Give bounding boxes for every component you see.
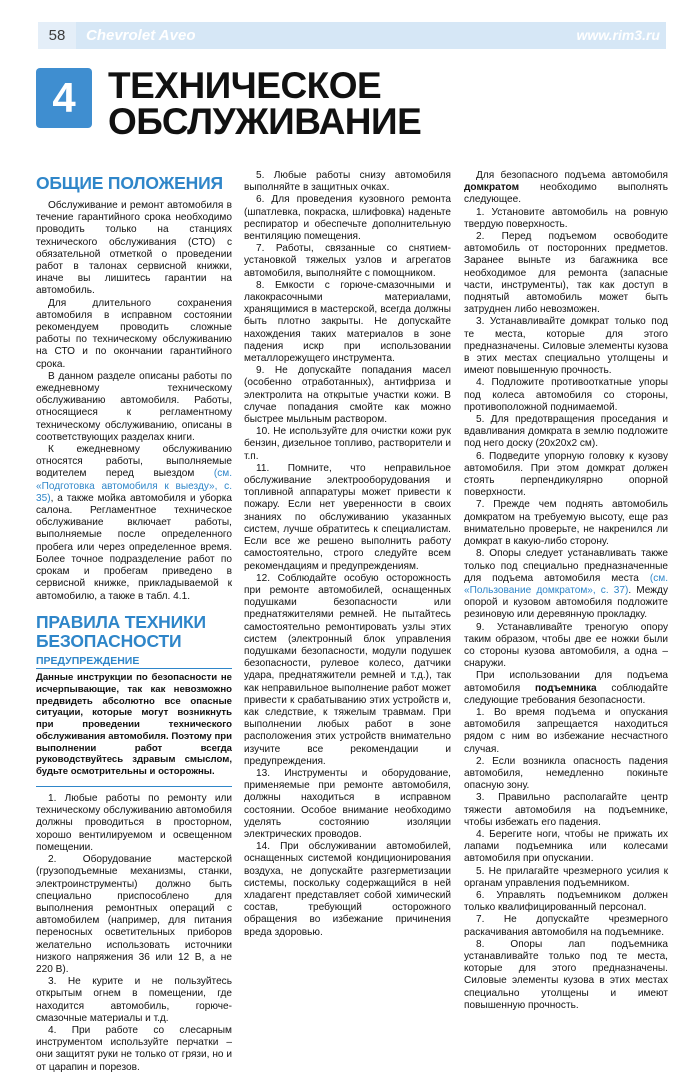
lift-step-2: 2. Если возникла опасность падения автомобиля, немедленно покиньте опасную зону. (464, 755, 668, 792)
lift-step-1: 1. Во время подъема и опускания автомобиля запрещается находиться рядом с ним во избежание несчастного случая. (464, 706, 668, 755)
lift-intro-text: При использовании для подъема автомобиля (464, 670, 668, 694)
jack-step-8-text-cont: . Между опорой и кузовом автомобиля подложите резиновую или деревянную прокладку. (464, 584, 668, 621)
lift-intro (464, 670, 668, 707)
general-paragraph-4-text-cont: , а также мойка автомобиля и уборка салона. Регламентное техническое обслуживание включает работы, выполняемые после определенного пробега или через определенное время. Более точное подразделение работ по срокам и пробегам приведено в сервисной книжке, прикладываемой к автомобилю, а также в табл. 4.1. (36, 492, 232, 602)
section-heading-safety (36, 613, 232, 651)
safety-rule-14: 14. При обслуживании автомобилей, оснащенных системой кондиционирования воздуха, не допускайте разгерметизации системы, поскольку содержащийся в ней хладагент представляет собой химический состав, требующий осторожного обращения во избежание причинения вреда здоровью. (244, 841, 451, 938)
safety-rule-2: 2. Оборудование мастерской (грузоподъемные механизмы, станки, электроинструменты) должно быть специально приспособлено для выполнения ремонтных операций с автомобилем (например, для питания переносных осветительных приборов желательно использовать источники низкого напряжения 36 или 12 В, а не 220 В). (36, 854, 232, 975)
lift-intro-bold: подъемника (534, 682, 597, 694)
safety-rule-9: 9. Не допускайте попадания масел (особенно отработанных), антифриза и электролита на открытые участки кожи. В случае попадания смойте как можно быстрее мыльным раствором. (244, 365, 451, 426)
jack-step-1: 1. Установите автомобиль на ровную твердую поверхность. (464, 206, 668, 230)
cross-reference-link[interactable]: (см. «Подготовка автомобиля к выезду», с. 35) (36, 468, 232, 504)
chapter-title-line2: ОБСЛУЖИВАНИЕ (108, 101, 422, 142)
chapter-title-line1: ТЕХНИЧЕСКОЕ (108, 65, 382, 106)
book-title: Chevrolet Aveo (86, 27, 196, 44)
safety-rule-4: 4. При работе со слесарным инструментом используйте перчатки – они защитят руки не только от грязи, но и от царапин и порезов. (36, 1024, 232, 1073)
lift-step-8: 8. Опоры лап подъемника устанавливайте только под те места, которые для этого предназначены. Силовые элементы кузова в этих местах специально утолщены и имеют повышенную прочность. (464, 938, 668, 1011)
safety-rule-3: 3. Не курите и не пользуйтесь открытым огнем в помещении, где находится автомобиль, горюче-смазочные материалы и т.д. (36, 976, 232, 1024)
site-url: www.rim3.ru (576, 27, 660, 43)
chapter-number-badge: 4 (36, 68, 92, 128)
jack-step-7: 7. Прежде чем поднять автомобиль домкратом на требуемую высоту, еще раз внимательно проверьте, не накренился ли домкрат в какую-либо сторону. (464, 499, 668, 548)
lift-step-4: 4. Берегите ноги, чтобы не прижать их лапами подъемника или колесами автомобиля при опускании. (464, 828, 668, 865)
jack-step-5: 5. Для предотвращения проседания и вдавливания домкрата в землю подложите под него доску (20х20х2 см). (464, 414, 668, 450)
jack-intro-bold: домкратом (464, 182, 520, 194)
safety-rule-1: 1. Любые работы по ремонту или техническому обслуживанию автомобиля должны проводиться в просторном, хорошо вентилируемом и освещенном помещении. (36, 793, 232, 853)
general-paragraph-4-text: К ежедневному обслуживанию относятся работы, выполняемые водителем перед выездом (36, 444, 232, 480)
jack-step-8-text: 8. Опоры следует устанавливать также только под специально предназначенные для подъема автомобиля места (464, 548, 668, 584)
jack-step-9: 9. Устанавливайте треногую опору таким образом, чтобы две ее ножки были со стороны кузова автомобиля, а одна – снаружи. (464, 621, 668, 670)
safety-heading-line1: ПРАВИЛА ТЕХНИКИ (36, 611, 206, 632)
safety-rule-11: 11. Помните, что неправильное обслуживание электрооборудования и топливной аппаратуры может привести к пожару. Если нет уверенности в своих знаниях по обслуживанию указанных систем, лучше обратитесь к специалистам. Если все же решено выполнить работу самостоятельно, строго следуйте всем рекомендациям и предупреждениям. (244, 462, 451, 572)
lift-step-3: 3. Правильно располагайте центр тяжести автомобиля на подъемнике, чтобы избежать его падения. (464, 792, 668, 828)
lift-step-5: 5. Не прилагайте чрезмерного усилия к органам управления подъемником. (464, 865, 668, 889)
lift-intro-text-cont: соблюдайте следующие требования безопасности. (464, 682, 668, 706)
safety-rule-5: 5. Любые работы снизу автомобиля выполняйте в защитных очках. (244, 170, 451, 194)
jack-intro-text: Для безопасного подъема автомобиля (476, 170, 668, 181)
safety-rule-6: 6. Для проведения кузовного ремонта (шпатлевка, покраска, шлифовка) наденьте респиратор и обеспечьте дополнительную вентиляцию помещения. (244, 194, 451, 243)
chapter-title (108, 65, 422, 142)
warning-label: ПРЕДУПРЕЖДЕНИЕ (36, 655, 232, 669)
general-paragraph-1: Обслуживание и ремонт автомобиля в течение гарантийного срока необходимо проводить только на станциях технического обслуживания (СТО) с обязательной отметкой о проведении работ в талонах сервисной книжки, иначе вы лишитесь гарантии на автомобиль. (36, 200, 232, 297)
jack-step-8 (464, 548, 668, 621)
column-3 (464, 170, 668, 1012)
jack-step-6: 6. Подведите упорную головку к кузову автомобиля. При этом домкрат должен стоять перпендикулярно опорной поверхности. (464, 450, 668, 499)
general-paragraph-4 (36, 444, 232, 603)
safety-rule-7: 7. Работы, связанные со снятием-установкой тяжелых узлов и агрегатов автомобиля, выполняйте с помощником. (244, 243, 451, 279)
column-1 (36, 170, 232, 1074)
page-number: 58 (38, 22, 76, 49)
safety-heading-line2: БЕЗОПАСНОСТИ (36, 630, 182, 651)
jack-step-3: 3. Устанавливайте домкрат только под те места, которые для этого предназначены. Силовые элементы кузова в этих местах специально утолщены и имеют повышенную прочность. (464, 316, 668, 377)
warning-text: Данные инструкции по безопасности не исчерпывающие, так как невозможно предвидеть абсолютно все опасные ситуации, которые могут возникнуть при проведении технического обслуживания автомобиля. Поэтому при выполнении работ всегда руководствуйтесь здравым смыслом, будьте осмотрительны и осторожны. (36, 671, 232, 778)
safety-rule-13: 13. Инструменты и оборудование, применяемые при ремонте автомобиля, должны находиться в исправном состоянии. Особое внимание необходимо уделять состоянию изоляции электрических проводов. (244, 767, 451, 840)
lift-step-7: 7. Не допускайте чрезмерного раскачивания автомобиля на подъемнике. (464, 914, 668, 938)
jack-step-2: 2. Перед подъемом освободите автомобиль от посторонних предметов. Заранее выньте из багажника все необходимое для ремонта (запасные части, инструменты), так как доступ в поднятый автомобиль может быть затруднен либо невозможен. (464, 231, 668, 316)
jack-step-4: 4. Подложите противооткатные упоры под колеса автомобиля со стороны, противоположной поднимаемой. (464, 377, 668, 413)
safety-rule-10: 10. Не используйте для очистки кожи рук бензин, дизельное топливо, растворители и т.п. (244, 426, 451, 462)
cross-reference-link-jack[interactable]: (см. «Пользование домкратом», с. 37) (464, 572, 668, 596)
jack-intro-text-cont: необходимо выполнять следующее. (464, 182, 668, 206)
lift-step-6: 6. Управлять подъемником должен только квалифицированный персонал. (464, 889, 668, 914)
safety-rule-12: 12. Соблюдайте особую осторожность при ремонте автомобилей, оснащенных подушками безопасности или преднатяжителями ремней. Не пытайтесь самостоятельно ремонтировать узлы этих систем (электронный блок управления подушками безопасности, модули подушек безопасности, рулевое колесо, датчики удара, преднатяжители ремней и т.д.), так как неправильное выполнение работ может привести к срабатыванию этих устройств и, как следствие, к тяжелым травмам. При выполнении любых работ в зоне расположения этих устройств внимательно изучите все рекомендации и предупреждения. (244, 572, 451, 767)
jack-intro (464, 170, 668, 207)
column-2 (244, 170, 451, 939)
general-paragraph-3: В данном разделе описаны работы по ежедневному техническому обслуживанию автомобиля. Работы, относящиеся к регламентному техническому обслуживанию, описаны в соответствующих разделах книги. (36, 370, 232, 443)
section-heading-general: ОБЩИЕ ПОЛОЖЕНИЯ (36, 173, 223, 193)
safety-rule-8: 8. Емкости с горюче-смазочными и лакокрасочными материалами, хранящимися в мастерской, всегда должны быть плотно закрыты. Не допускайте нахождения таких материалов в зоне падения искр при использовании металлорежущего инструмента. (244, 279, 451, 365)
warning-divider (36, 786, 232, 787)
general-paragraph-2: Для длительного сохранения автомобиля в исправном состоянии рекомендуем проводить сложные работы по техническому обслуживанию на СТО и по окончании гарантийного срока. (36, 297, 232, 370)
